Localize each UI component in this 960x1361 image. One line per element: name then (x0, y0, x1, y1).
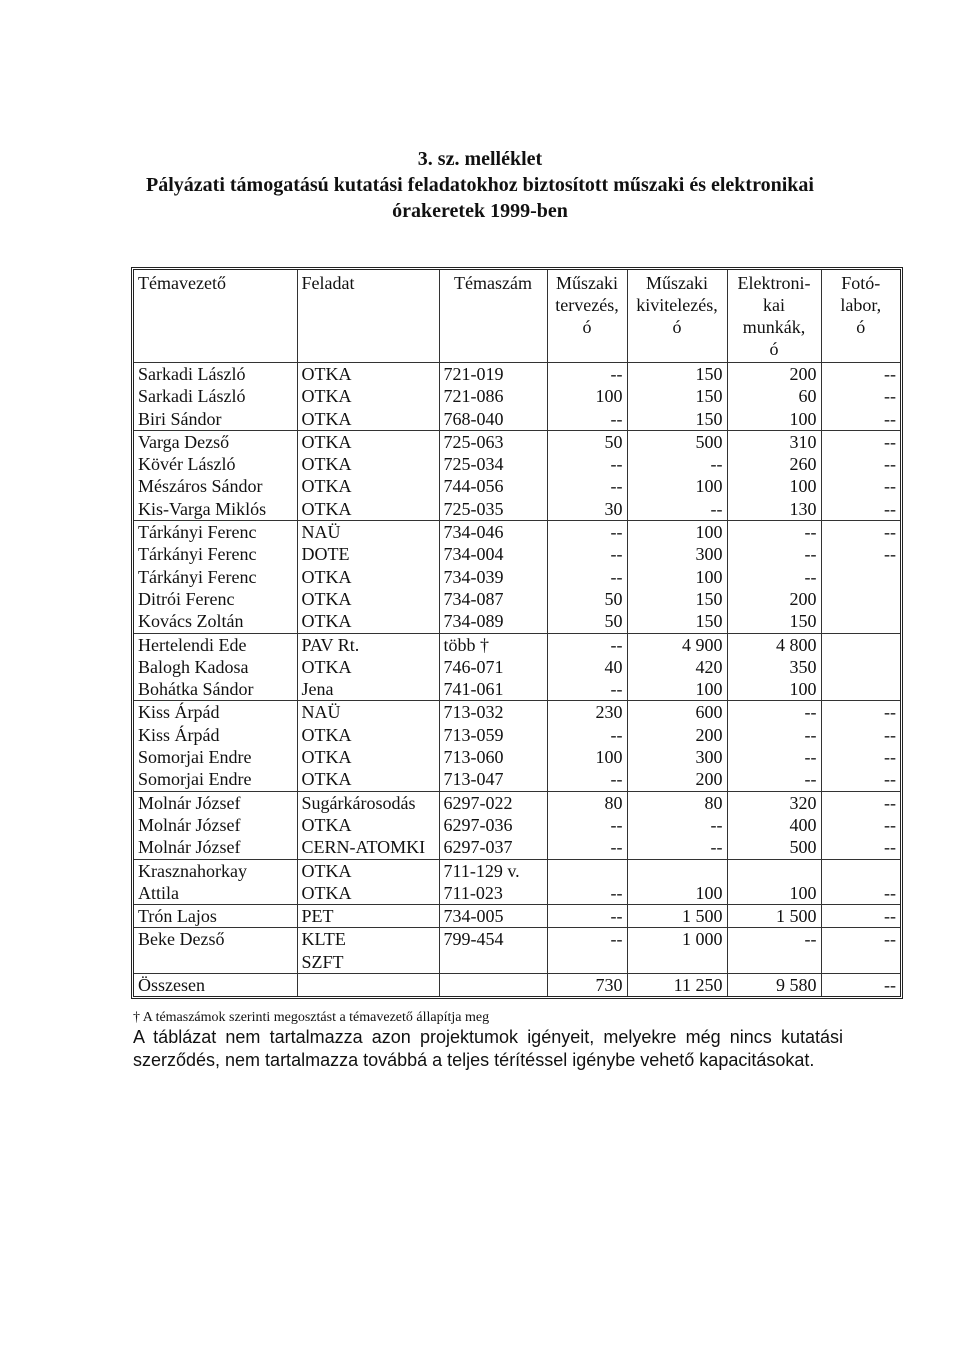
table-header-row (134, 270, 900, 363)
header-feladat: Feladat (297, 270, 439, 363)
table-row (134, 610, 900, 633)
table-row (134, 498, 900, 521)
cell-elektronikai: -- (727, 746, 821, 768)
cell-feladat: OTKA (297, 814, 439, 836)
header-fotolabor-line2: labor, (840, 295, 882, 315)
cell-temavezeto: Sarkadi László (138, 364, 246, 384)
table-row (134, 385, 900, 407)
cell-temavezeto: Varga Dezső (138, 431, 230, 452)
cell-temaszam: több † (439, 633, 547, 656)
header-elektronikai-line2: kai (763, 295, 785, 315)
cell-temavezeto: Molnár József (138, 792, 241, 813)
cell-elektronikai: -- (727, 768, 821, 791)
cell-fotolabor: -- (821, 521, 900, 544)
table-row (134, 453, 900, 475)
cell-temavezeto: Molnár József (138, 814, 241, 835)
cell-muszaki-kivitelezes: 150 (627, 408, 727, 431)
table-row (134, 521, 900, 544)
cell-muszaki-kivitelezes: 1 500 (627, 905, 727, 928)
cell-muszaki-kivitelezes: 80 (627, 791, 727, 814)
cell-fotolabor: -- (821, 724, 900, 746)
cell-temavezeto: Tárkányi Ferenc (138, 566, 257, 587)
cell-temaszam: 713-047 (439, 768, 547, 791)
cell-temaszam: 734-039 (439, 566, 547, 588)
footnote: † A témaszámok szerinti megosztást a témavezető állapítja meg (133, 1010, 490, 1025)
cell-elektronikai: 310 (727, 430, 821, 453)
cell-muszaki-kivitelezes: 150 (627, 610, 727, 633)
cell-fotolabor (821, 859, 900, 882)
cell-temavezeto: Biri Sándor (134, 408, 297, 431)
cell-temaszam: 799-454 (439, 928, 547, 951)
cell-temaszam: 713-032 (439, 701, 547, 724)
header-muszaki-kivitelezes-line3: ó (672, 317, 682, 337)
cell-elektronikai: -- (727, 566, 821, 588)
cell-fotolabor: -- (821, 905, 900, 928)
header-muszaki-kivitelezes-line1: Műszaki (646, 273, 708, 293)
cell-feladat: OTKA (297, 656, 439, 678)
cell-fotolabor: -- (821, 882, 900, 905)
table-row (134, 746, 900, 768)
cell-temaszam: 713-060 (439, 746, 547, 768)
cell-temavezeto: Beke Dezső (138, 929, 225, 950)
cell-feladat: OTKA (297, 566, 439, 588)
cell-muszaki-tervezes: -- (547, 724, 627, 746)
cell-feladat: OTKA (297, 768, 439, 791)
cell-feladat: NAÜ (297, 701, 439, 724)
cell-temavezeto (134, 951, 297, 974)
cell-muszaki-kivitelezes: 300 (627, 543, 727, 565)
cell-feladat: Jena (297, 678, 439, 701)
cell-muszaki-tervezes: -- (547, 453, 627, 475)
cell-muszaki-tervezes: 100 (547, 385, 627, 407)
cell-elektronikai: 200 (727, 363, 821, 386)
cell-muszaki-tervezes: -- (547, 814, 627, 836)
cell-muszaki-tervezes: -- (547, 905, 627, 928)
cell-temaszam: 746-071 (439, 656, 547, 678)
header-muszaki-tervezes-line2: tervezés, (555, 295, 619, 315)
cell-muszaki-tervezes: -- (547, 363, 627, 386)
cell-muszaki-kivitelezes: -- (627, 836, 727, 859)
cell-muszaki-tervezes: 50 (547, 588, 627, 610)
cell-muszaki-kivitelezes (627, 951, 727, 974)
cell-temaszam: 721-019 (439, 363, 547, 386)
table-row (134, 566, 900, 588)
cell-muszaki-tervezes: -- (547, 836, 627, 859)
cell-muszaki-kivitelezes: 100 (627, 882, 727, 905)
header-temavezeto: Témavezető (134, 270, 297, 363)
cell-elektronikai: 100 (727, 678, 821, 701)
table-row (134, 475, 900, 497)
cell-feladat: Sugárkárosodás (297, 791, 439, 814)
cell-elektronikai: -- (727, 724, 821, 746)
cell-fotolabor: -- (821, 814, 900, 836)
cell-muszaki-tervezes (547, 859, 627, 882)
total-label: Összesen (134, 974, 297, 997)
cell-temaszam (439, 951, 547, 974)
cell-elektronikai: 100 (727, 475, 821, 497)
cell-elektronikai: 130 (727, 498, 821, 521)
cell-muszaki-tervezes: 230 (547, 701, 627, 724)
cell-muszaki-kivitelezes: -- (627, 498, 727, 521)
header-fotolabor-line3: ó (856, 317, 866, 337)
table-note: A táblázat nem tartalmazza azon projektumok igényeit, melyekre még nincs kutatási szerződés, nem tartalmazza továbbá a teljes térítéssel igénybe vehető kapacitásokat. (133, 1027, 843, 1070)
cell-fotolabor (821, 610, 900, 633)
cell-elektronikai: 350 (727, 656, 821, 678)
cell-elektronikai (727, 859, 821, 882)
cell-muszaki-tervezes: -- (547, 882, 627, 905)
cell-feladat: OTKA (297, 746, 439, 768)
allocation-table (131, 267, 903, 999)
cell-feladat: CERN-ATOMKI (297, 836, 439, 859)
cell-muszaki-tervezes: -- (547, 566, 627, 588)
cell-temaszam: 721-086 (439, 385, 547, 407)
cell-elektronikai: 60 (727, 385, 821, 407)
table-row (134, 905, 900, 928)
cell-muszaki-kivitelezes: 1 000 (627, 928, 727, 951)
cell-muszaki-kivitelezes: 200 (627, 724, 727, 746)
table-row (134, 678, 900, 701)
header-elektronikai-line1: Elektroni- (737, 273, 811, 293)
cell-elektronikai: 320 (727, 791, 821, 814)
cell-temavezeto: Tárkányi Ferenc (138, 522, 257, 543)
cell-muszaki-tervezes: -- (547, 928, 627, 951)
cell-temavezeto: Krasznahorkay (138, 860, 247, 881)
table-row (134, 363, 900, 386)
cell-feladat: OTKA (297, 724, 439, 746)
page-heading (0, 146, 960, 224)
cell-temavezeto: Kövér László (138, 454, 236, 475)
cell-temaszam: 741-061 (439, 678, 547, 701)
document-title: Pályázati támogatású kutatási feladatokhoz biztosított műszaki és elektronikai (146, 174, 814, 196)
cell-temaszam: 6297-022 (439, 791, 547, 814)
cell-temavezeto: Attila (134, 882, 297, 905)
cell-temavezeto: Hertelendi Ede (138, 634, 247, 655)
document-subtitle: órakeretek 1999-ben (392, 200, 568, 222)
cell-temaszam: 768-040 (439, 408, 547, 431)
cell-fotolabor: -- (821, 543, 900, 565)
cell-fotolabor (821, 566, 900, 588)
cell-feladat: DOTE (297, 543, 439, 565)
cell-elektronikai: 100 (727, 882, 821, 905)
header-muszaki-tervezes (547, 270, 627, 363)
cell-temaszam: 734-004 (439, 543, 547, 565)
cell-muszaki-tervezes: -- (547, 768, 627, 791)
cell-fotolabor (821, 678, 900, 701)
cell-fotolabor: -- (821, 791, 900, 814)
cell-fotolabor: -- (821, 363, 900, 386)
cell-temaszam: 734-046 (439, 521, 547, 544)
cell-elektronikai: 1 500 (727, 905, 821, 928)
header-fotolabor (821, 270, 900, 363)
table-row (134, 656, 900, 678)
cell-temaszam: 711-129 v. (439, 859, 547, 882)
cell-feladat: OTKA (297, 610, 439, 633)
cell-feladat: OTKA (297, 430, 439, 453)
cell-temavezeto: Kiss Árpád (138, 702, 220, 723)
cell-fotolabor: -- (821, 475, 900, 497)
cell-temaszam: 713-059 (439, 724, 547, 746)
header-muszaki-kivitelezes (627, 270, 727, 363)
table-row (134, 701, 900, 724)
cell-elektronikai: -- (727, 521, 821, 544)
table-row (134, 633, 900, 656)
cell-muszaki-kivitelezes (627, 859, 727, 882)
cell-muszaki-kivitelezes: 150 (627, 363, 727, 386)
header-muszaki-tervezes-line1: Műszaki (556, 273, 618, 293)
total-empty-code (439, 974, 547, 997)
cell-muszaki-tervezes: -- (547, 408, 627, 431)
header-muszaki-kivitelezes-line2: kivitelezés, (636, 295, 718, 315)
cell-feladat: OTKA (297, 408, 439, 431)
cell-muszaki-tervezes: -- (547, 678, 627, 701)
table-row (134, 430, 900, 453)
cell-feladat: OTKA (297, 588, 439, 610)
cell-feladat: OTKA (297, 475, 439, 497)
cell-temaszam: 725-063 (439, 430, 547, 453)
cell-muszaki-kivitelezes: 150 (627, 588, 727, 610)
cell-temavezeto: Sarkadi László (138, 386, 246, 407)
header-muszaki-tervezes-line3: ó (582, 317, 592, 337)
header-elektronikai (727, 270, 821, 363)
cell-fotolabor: -- (821, 768, 900, 791)
cell-temavezeto: Molnár József (134, 836, 297, 859)
cell-fotolabor (821, 633, 900, 656)
cell-temavezeto: Balogh Kadosa (138, 656, 249, 677)
cell-temavezeto: Kiss Árpád (138, 724, 220, 745)
cell-temaszam: 725-035 (439, 498, 547, 521)
cell-muszaki-kivitelezes: 500 (627, 430, 727, 453)
cell-elektronikai: 500 (727, 836, 821, 859)
cell-temavezeto: Kis-Varga Miklós (134, 498, 297, 521)
table-row (134, 836, 900, 859)
cell-temaszam: 6297-037 (439, 836, 547, 859)
cell-fotolabor: -- (821, 701, 900, 724)
cell-muszaki-tervezes: 50 (547, 610, 627, 633)
cell-fotolabor (821, 588, 900, 610)
cell-feladat: SZFT (297, 951, 439, 974)
cell-muszaki-tervezes: -- (547, 543, 627, 565)
total-kivitelezes: 11 250 (627, 974, 727, 997)
cell-muszaki-tervezes: 30 (547, 498, 627, 521)
cell-muszaki-tervezes: 100 (547, 746, 627, 768)
cell-elektronikai: -- (727, 543, 821, 565)
table-row (134, 882, 900, 905)
table-row (134, 951, 900, 974)
cell-muszaki-kivitelezes: 420 (627, 656, 727, 678)
table-row (134, 724, 900, 746)
table-row (134, 408, 900, 431)
cell-muszaki-kivitelezes: 100 (627, 475, 727, 497)
cell-fotolabor: -- (821, 746, 900, 768)
cell-muszaki-tervezes: 40 (547, 656, 627, 678)
cell-fotolabor: -- (821, 498, 900, 521)
cell-muszaki-kivitelezes: 600 (627, 701, 727, 724)
total-elektronika: 9 580 (727, 974, 821, 997)
table-row (134, 814, 900, 836)
cell-temavezeto: Trón Lajos (134, 905, 297, 928)
cell-temaszam: 6297-036 (439, 814, 547, 836)
cell-fotolabor (821, 656, 900, 678)
cell-temavezeto: Somorjai Endre (134, 768, 297, 791)
cell-temaszam: 734-005 (439, 905, 547, 928)
cell-temavezeto: Somorjai Endre (138, 747, 252, 768)
annex-number: 3. sz. melléklet (417, 148, 543, 170)
cell-temavezeto: Tárkányi Ferenc (138, 544, 257, 565)
cell-elektronikai: -- (727, 928, 821, 951)
cell-temaszam: 725-034 (439, 453, 547, 475)
total-tervezes: 730 (547, 974, 627, 997)
cell-muszaki-tervezes (547, 951, 627, 974)
total-empty-task (297, 974, 439, 997)
total-row (134, 974, 900, 997)
cell-fotolabor: -- (821, 836, 900, 859)
cell-muszaki-kivitelezes: 4 900 (627, 633, 727, 656)
cell-muszaki-kivitelezes: -- (627, 453, 727, 475)
cell-feladat: PAV Rt. (297, 633, 439, 656)
cell-temaszam: 744-056 (439, 475, 547, 497)
cell-elektronikai: 150 (727, 610, 821, 633)
cell-temavezeto: Ditrói Ferenc (138, 588, 235, 609)
cell-elektronikai: 200 (727, 588, 821, 610)
cell-elektronikai (727, 951, 821, 974)
header-temaszam: Témaszám (439, 270, 547, 363)
cell-fotolabor: -- (821, 385, 900, 407)
cell-muszaki-kivitelezes: 100 (627, 566, 727, 588)
cell-temaszam: 734-089 (439, 610, 547, 633)
cell-elektronikai: -- (727, 701, 821, 724)
cell-feladat: OTKA (297, 882, 439, 905)
cell-muszaki-tervezes: 50 (547, 430, 627, 453)
table-row (134, 588, 900, 610)
cell-fotolabor: -- (821, 430, 900, 453)
table-row (134, 928, 900, 951)
cell-muszaki-kivitelezes: 300 (627, 746, 727, 768)
cell-temavezeto: Kovács Zoltán (134, 610, 297, 633)
table-row (134, 859, 900, 882)
table-body (134, 363, 900, 974)
cell-feladat: OTKA (297, 385, 439, 407)
cell-muszaki-tervezes: 80 (547, 791, 627, 814)
cell-fotolabor: -- (821, 453, 900, 475)
cell-muszaki-kivitelezes: -- (627, 814, 727, 836)
cell-muszaki-kivitelezes: 100 (627, 521, 727, 544)
cell-temaszam: 734-087 (439, 588, 547, 610)
cell-fotolabor (821, 951, 900, 974)
header-elektronikai-line3: munkák, (742, 317, 806, 337)
cell-temaszam: 711-023 (439, 882, 547, 905)
header-fotolabor-line1: Fotó- (841, 273, 881, 293)
table-row (134, 543, 900, 565)
cell-feladat: OTKA (297, 498, 439, 521)
cell-muszaki-kivitelezes: 200 (627, 768, 727, 791)
cell-temavezeto: Bohátka Sándor (134, 678, 297, 701)
cell-muszaki-tervezes: -- (547, 633, 627, 656)
cell-muszaki-kivitelezes: 100 (627, 678, 727, 701)
cell-fotolabor: -- (821, 928, 900, 951)
table-row (134, 768, 900, 791)
cell-feladat: PET (297, 905, 439, 928)
cell-muszaki-kivitelezes: 150 (627, 385, 727, 407)
cell-feladat: KLTE (297, 928, 439, 951)
cell-feladat: OTKA (297, 363, 439, 386)
cell-muszaki-tervezes: -- (547, 521, 627, 544)
cell-elektronikai: 100 (727, 408, 821, 431)
header-elektronikai-line4: ó (769, 339, 779, 359)
cell-muszaki-tervezes: -- (547, 475, 627, 497)
cell-fotolabor: -- (821, 408, 900, 431)
cell-elektronikai: 260 (727, 453, 821, 475)
cell-temavezeto: Mészáros Sándor (138, 476, 263, 497)
cell-elektronikai: 400 (727, 814, 821, 836)
table-row (134, 791, 900, 814)
cell-feladat: NAÜ (297, 521, 439, 544)
total-foto: -- (821, 974, 900, 997)
cell-feladat: OTKA (297, 453, 439, 475)
cell-feladat: OTKA (297, 859, 439, 882)
cell-elektronikai: 4 800 (727, 633, 821, 656)
